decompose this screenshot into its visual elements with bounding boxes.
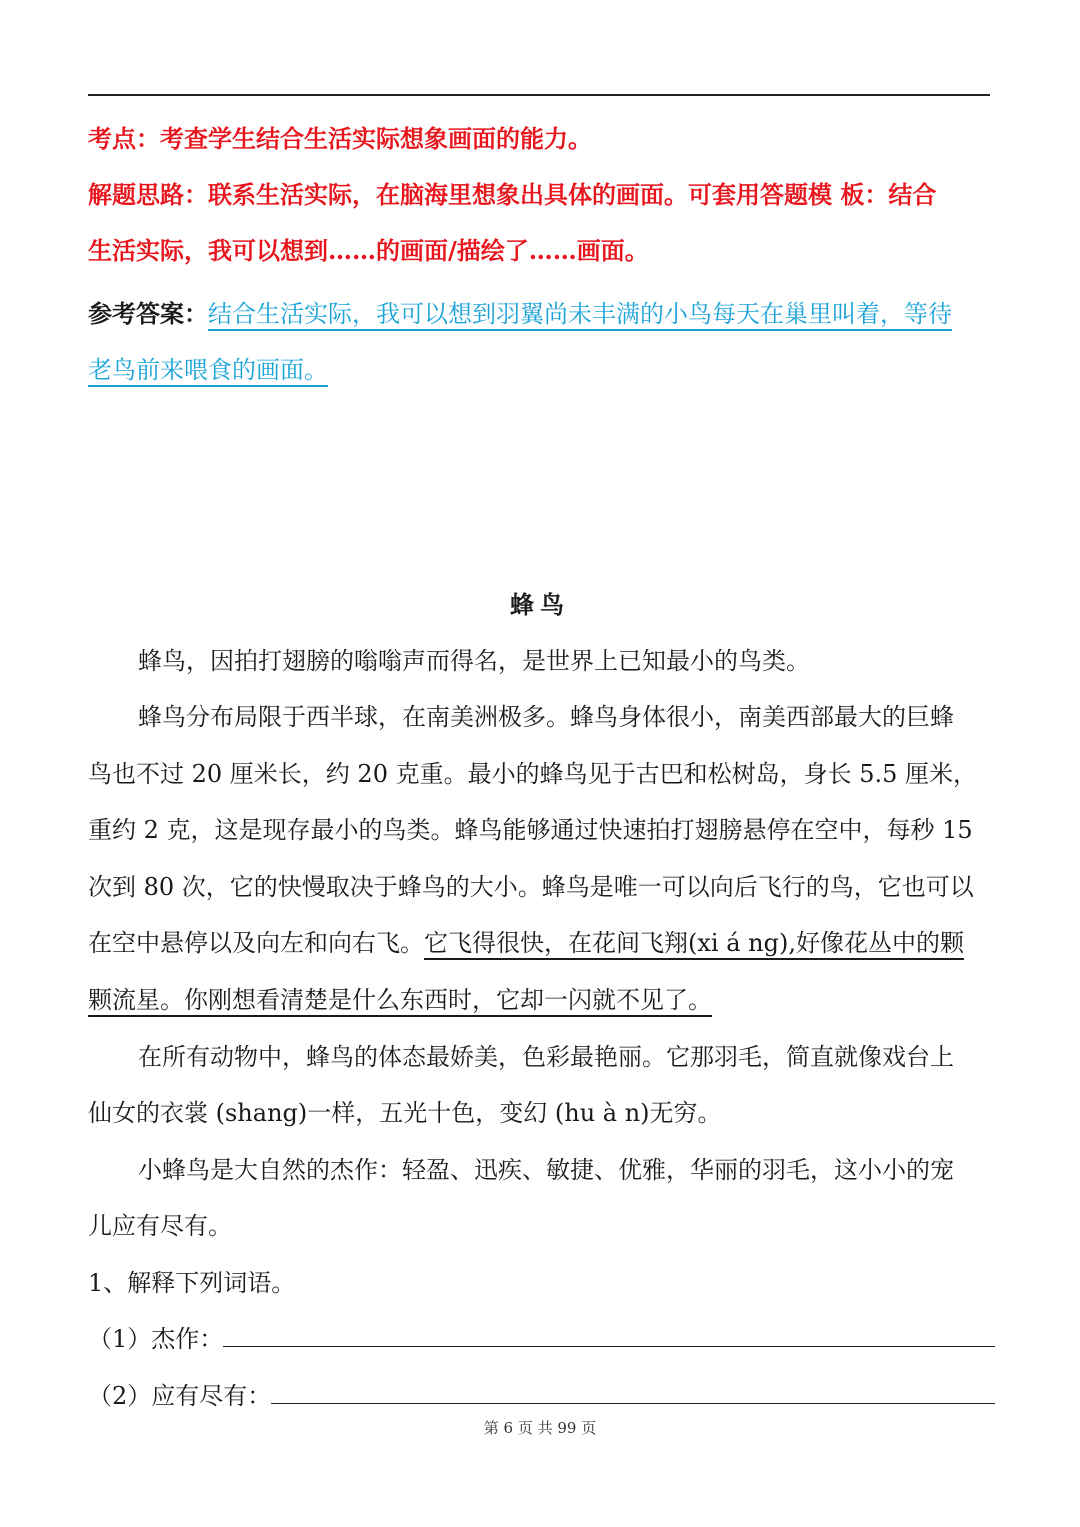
paragraph-3-line-2: 仙女的衣裳 (shang)一样，五光十色，变幻 (hu à n)无穷。 <box>88 1099 722 1127</box>
question-1-2-label: （2）应有尽有： <box>88 1382 272 1410</box>
question-1-2 <box>88 1379 995 1413</box>
silu-line-2: 生活实际，我可以想到……的画面/描绘了……画面。 <box>88 236 649 265</box>
underlined-sentence-1: 它飞得很快，在花间飞翔(xi á ng),好像花丛中的颗 <box>424 929 964 957</box>
silu-text-1: 联系生活实际，在脑海里想象出具体的画面。可套用答题模 板：结合 <box>208 180 937 209</box>
answer-text-2: 老鸟前来喂食的画面。 <box>88 356 328 384</box>
paragraph-2-line-5-a: 在空中悬停以及向左和向右飞。 <box>88 929 424 957</box>
kaodian-line <box>88 122 592 156</box>
paragraph-4-line-2: 儿应有尽有。 <box>88 1212 232 1240</box>
answer-line-2 <box>88 353 328 387</box>
answer-line-1 <box>88 297 952 331</box>
answer-text-1: 结合生活实际，我可以想到羽翼尚未丰满的小鸟每天在巢里叫着，等待 <box>208 300 952 328</box>
silu-label: 解题思路： <box>88 180 208 209</box>
paragraph-2-line-1: 蜂鸟分布局限于西半球，在南美洲极多。蜂鸟身体很小，南美西部最大的巨蜂 <box>138 703 954 731</box>
question-1-1 <box>88 1322 995 1356</box>
answer-label: 参考答案： <box>88 299 208 328</box>
kaodian-text: 考查学生结合生活实际想象画面的能力。 <box>160 124 592 153</box>
question-1-1-label: （1）杰作： <box>88 1325 224 1353</box>
paragraph-3-line-1: 在所有动物中，蜂鸟的体态最娇美，色彩最艳丽。它那羽毛，简直就像戏台上 <box>138 1043 954 1071</box>
kaodian-label: 考点： <box>88 124 160 153</box>
underlined-sentence-2: 颗流星。你刚想看清楚是什么东西时，它却一闪就不见了。 <box>88 986 712 1014</box>
answer-blank-2[interactable] <box>271 1381 995 1404</box>
page-footer: 第 6 页 共 99 页 <box>483 1419 597 1437</box>
paragraph-2-line-3: 重约 2 克，这是现存最小的鸟类。蜂鸟能够通过快速拍打翅膀悬停在空中，每秒 15 <box>88 816 973 844</box>
paragraph-2-line-5 <box>88 926 964 960</box>
paragraph-2-line-6 <box>88 983 712 1017</box>
question-1: 1、解释下列词语。 <box>88 1269 296 1297</box>
paragraph-1: 蜂鸟，因拍打翅膀的嗡嗡声而得名，是世界上已知最小的鸟类。 <box>138 647 810 675</box>
answer-blank-1[interactable] <box>223 1324 995 1347</box>
paragraph-2-line-4: 次到 80 次，它的快慢取决于蜂鸟的大小。蜂鸟是唯一可以向后飞行的鸟，它也可以 <box>88 873 974 901</box>
paragraph-2-line-2: 鸟也不过 20 厘米长，约 20 克重。最小的蜂鸟见于古巴和松树岛，身长 5.5 厘米， <box>88 760 978 788</box>
header-rule <box>88 94 990 96</box>
paragraph-4-line-1: 小蜂鸟是大自然的杰作：轻盈、迅疾、敏捷、优雅，华丽的羽毛，这小小的宠 <box>138 1156 954 1184</box>
silu-line-1 <box>88 178 936 212</box>
article-title: 蜂鸟 <box>510 590 570 619</box>
